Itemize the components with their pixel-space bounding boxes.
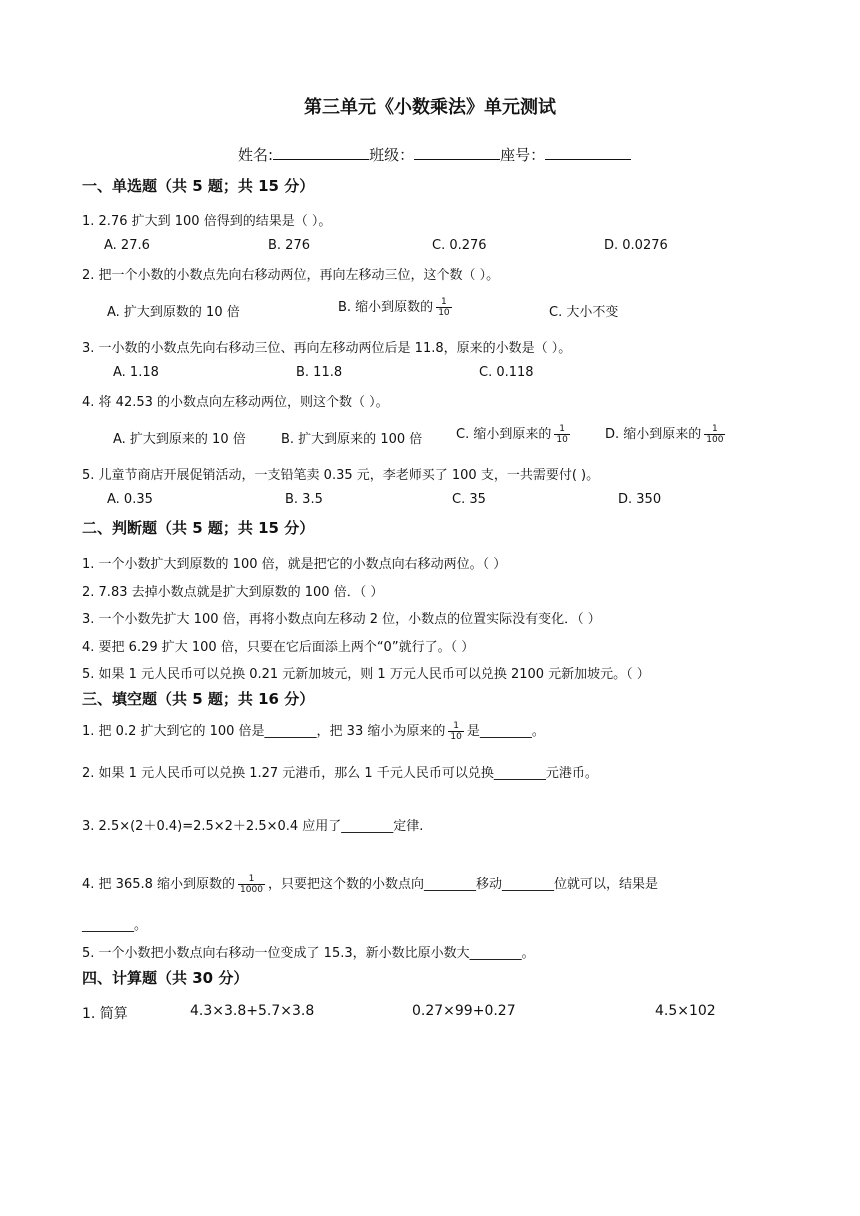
fill-question-3: 3. 2.5×(2＋0.4)=2.5×2＋2.5×0.4 应用了________定律. bbox=[82, 819, 424, 834]
section-title-calculation: 四、计算题（共 30 分） bbox=[82, 969, 249, 987]
tf-question-1: 1. 一个小数扩大到原数的 100 倍，就是把它的小数点向右移动两位。（ ） bbox=[82, 557, 507, 572]
student-info-line bbox=[238, 143, 631, 165]
mc-4-option-a[interactable]: A. 扩大到原来的 10 倍 bbox=[113, 432, 246, 447]
section-title-single-choice: 一、单选题（共 5 题；共 15 分） bbox=[82, 177, 315, 195]
calc-item-3: 4.5×102 bbox=[655, 1003, 716, 1019]
section-title-true-false: 二、判断题（共 5 题；共 15 分） bbox=[82, 519, 315, 537]
mc-1-option-a[interactable]: A. 27.6 bbox=[104, 238, 150, 253]
mc-1-option-c[interactable]: C. 0.276 bbox=[432, 238, 487, 253]
mc-question-4: 4. 将 42.53 的小数点向左移动两位，则这个数（ ）。 bbox=[82, 395, 389, 410]
fraction-one-tenth: $\frac{1}{10}$ bbox=[438, 297, 450, 318]
fill-question-5: 5. 一个小数把小数点向右移动一位变成了 15.3，新小数比原小数大________。 bbox=[82, 946, 535, 961]
calc-label: 1. 简算 bbox=[82, 1006, 128, 1022]
fill-question-4: 4. 把 365.8 缩小到原数的 $\frac{1}{1000}$ ，只要把这个数的小数点向________移动________位就可以，结果是 bbox=[82, 874, 658, 895]
mc-question-1: 1. 2.76 扩大到 100 倍得到的结果是（ ）。 bbox=[82, 214, 332, 229]
mc-3-option-b[interactable]: B. 11.8 bbox=[296, 365, 343, 380]
mc-4-option-d[interactable] bbox=[605, 423, 728, 445]
seat-label: 座号： bbox=[500, 146, 546, 164]
mc-5-option-a[interactable]: A. 0.35 bbox=[107, 492, 153, 507]
mc-5-option-c[interactable]: C. 35 bbox=[452, 492, 486, 507]
fraction-one-hundredth: $\frac{1}{100}$ bbox=[706, 424, 724, 445]
fraction-one-tenth: $\frac{1}{10}$ bbox=[450, 721, 462, 742]
mc-2-option-c[interactable]: C. 大小不变 bbox=[549, 305, 619, 320]
mc-question-5: 5. 儿童节商店开展促销活动，一支铅笔卖 0.35 元，李老师买了 100 支，一共需要付( )。 bbox=[82, 468, 600, 483]
fill-question-1: 1. 把 0.2 扩大到它的 100 倍是________，把 33 缩小为原来的 $\frac{1}{10}$ 是________。 bbox=[82, 721, 545, 742]
mc-3-option-c[interactable]: C. 0.118 bbox=[479, 365, 534, 380]
fraction-one-thousandth: $\frac{1}{1000}$ bbox=[240, 874, 263, 895]
fill-question-4-continued: ________。 bbox=[82, 918, 148, 933]
mc-2-option-b[interactable] bbox=[338, 296, 455, 318]
name-label: 姓名: bbox=[238, 146, 274, 164]
mc-4-option-c[interactable] bbox=[456, 423, 573, 445]
calc-item-2: 0.27×99+0.27 bbox=[412, 1003, 516, 1019]
seat-blank[interactable] bbox=[545, 143, 631, 160]
mc-2-option-a[interactable]: A. 扩大到原数的 10 倍 bbox=[107, 305, 240, 320]
tf-question-5: 5. 如果 1 元人民币可以兑换 0.21 元新加坡元，则 1 万元人民币可以兑换 2100 元新加坡元。（ ） bbox=[82, 667, 650, 682]
mc-4-option-d-text: D. 缩小到原来的 bbox=[605, 427, 702, 442]
page-title: 第三单元《小数乘法》单元测试 bbox=[304, 97, 556, 118]
mc-1-option-d[interactable]: D. 0.0276 bbox=[604, 238, 668, 253]
mc-question-3: 3. 一小数的小数点先向右移动三位、再向左移动两位后是 11.8，原来的小数是（ ）。 bbox=[82, 341, 572, 356]
fill-question-2: 2. 如果 1 元人民币可以兑换 1.27 元港币，那么 1 千元人民币可以兑换________元港币。 bbox=[82, 766, 598, 781]
mc-4-option-c-text: C. 缩小到原来的 bbox=[456, 427, 552, 442]
class-blank[interactable] bbox=[414, 143, 500, 160]
mc-5-option-d[interactable]: D. 350 bbox=[618, 492, 662, 507]
tf-question-3: 3. 一个小数先扩大 100 倍，再将小数点向左移动 2 位，小数点的位置实际没有变化．（ ） bbox=[82, 612, 601, 627]
name-blank[interactable] bbox=[273, 143, 369, 160]
class-label: 班级： bbox=[369, 146, 415, 164]
tf-question-2: 2. 7.83 去掉小数点就是扩大到原数的 100 倍．（ ） bbox=[82, 585, 384, 600]
tf-question-4: 4. 要把 6.29 扩大 100 倍，只要在它后面添上两个“0”就行了。（ ） bbox=[82, 640, 475, 655]
fraction-one-tenth: $\frac{1}{10}$ bbox=[556, 424, 568, 445]
mc-1-option-b[interactable]: B. 276 bbox=[268, 238, 310, 253]
section-title-fill-blank: 三、填空题（共 5 题；共 16 分） bbox=[82, 690, 315, 708]
calc-item-1: 4.3×3.8+5.7×3.8 bbox=[190, 1003, 315, 1019]
mc-5-option-b[interactable]: B. 3.5 bbox=[285, 492, 323, 507]
mc-4-option-b[interactable]: B. 扩大到原来的 100 倍 bbox=[281, 432, 423, 447]
mc-3-option-a[interactable]: A. 1.18 bbox=[113, 365, 159, 380]
mc-question-2: 2. 把一个小数的小数点先向右移动两位，再向左移动三位，这个数（ ）。 bbox=[82, 268, 500, 283]
mc-2-option-b-text: B. 缩小到原数的 bbox=[338, 300, 434, 315]
